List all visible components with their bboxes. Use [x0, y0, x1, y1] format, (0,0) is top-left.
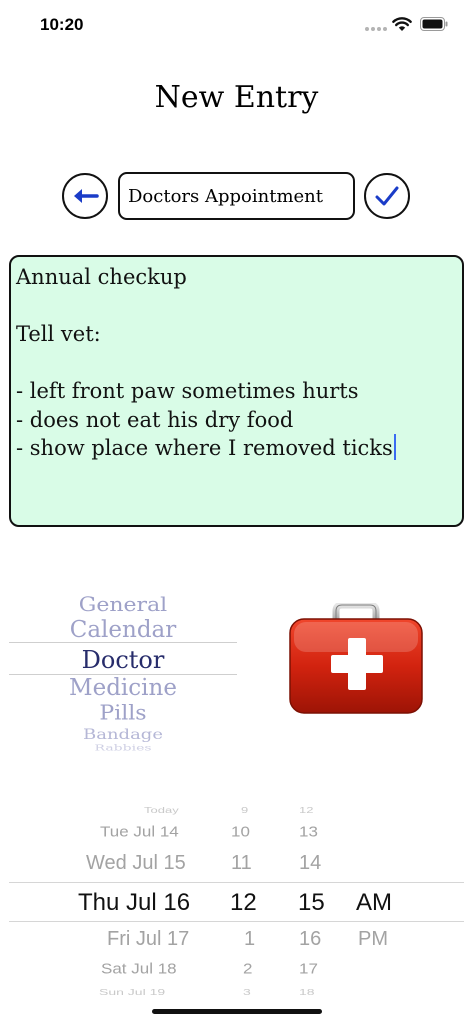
- day-option[interactable]: Today: [144, 806, 179, 815]
- day-option[interactable]: Tue Jul 14: [100, 823, 179, 840]
- cellular-signal-icon: [365, 27, 387, 31]
- category-option-general[interactable]: General: [78, 594, 168, 617]
- day-option[interactable]: Sat Jul 18: [101, 960, 177, 977]
- hour-option[interactable]: 3: [243, 987, 251, 997]
- wifi-icon: [392, 16, 412, 32]
- text-cursor: [394, 434, 396, 460]
- hour-option-selected[interactable]: 12: [230, 889, 257, 916]
- checkmark-icon: [374, 185, 400, 207]
- notes-line: Tell vet:: [16, 322, 101, 346]
- category-option-medicine[interactable]: Medicine: [69, 675, 177, 701]
- category-option-rabbies[interactable]: Rabbies: [94, 743, 152, 753]
- minute-option[interactable]: 16: [299, 928, 322, 950]
- category-option-doctor[interactable]: Doctor: [81, 646, 165, 674]
- date-time-picker[interactable]: [9, 800, 464, 1005]
- home-indicator[interactable]: [152, 1009, 322, 1014]
- minute-option[interactable]: 12: [299, 806, 314, 815]
- page-title: New Entry: [154, 80, 319, 115]
- category-option-bandage[interactable]: Bandage: [83, 726, 163, 743]
- notes-line: - show place where I removed ticks: [16, 436, 393, 460]
- notes-line: [16, 292, 457, 321]
- day-option-selected[interactable]: Thu Jul 16: [78, 889, 191, 916]
- minute-option-selected[interactable]: 15: [298, 889, 325, 916]
- arrow-left-icon: [71, 186, 99, 206]
- day-option[interactable]: Wed Jul 15: [86, 852, 186, 874]
- category-option-pills[interactable]: Pills: [99, 702, 147, 725]
- category-option-calendar[interactable]: Calendar: [69, 617, 177, 643]
- medkit-icon: [288, 603, 424, 715]
- notes-line: Annual checkup: [16, 265, 187, 289]
- period-option-selected[interactable]: AM: [356, 889, 392, 916]
- hour-option[interactable]: 10: [231, 823, 250, 840]
- entry-title-input[interactable]: Doctors Appointment: [118, 172, 355, 220]
- period-option[interactable]: PM: [358, 928, 388, 950]
- battery-icon: [420, 17, 448, 31]
- minute-option[interactable]: 13: [299, 823, 318, 840]
- minute-option[interactable]: 17: [299, 960, 318, 977]
- picker-selection-line: [9, 921, 464, 922]
- minute-option[interactable]: 14: [299, 852, 322, 874]
- hour-option[interactable]: 2: [243, 960, 253, 977]
- hour-option[interactable]: 1: [244, 928, 256, 950]
- notes-line: - left front paw sometimes hurts: [16, 379, 359, 403]
- hour-option[interactable]: 11: [231, 852, 252, 874]
- notes-line: [16, 349, 457, 378]
- status-bar: [0, 0, 473, 50]
- status-time: 10:20: [40, 15, 84, 34]
- picker-selection-line: [9, 882, 464, 883]
- hour-option[interactable]: 9: [241, 806, 249, 815]
- category-picker[interactable]: [9, 590, 237, 760]
- notes-textarea[interactable]: [9, 255, 464, 527]
- confirm-button[interactable]: [364, 173, 410, 219]
- minute-option[interactable]: 18: [299, 987, 315, 997]
- day-option[interactable]: Sun Jul 19: [99, 987, 166, 997]
- back-button[interactable]: [62, 173, 108, 219]
- notes-line: - does not eat his dry food: [16, 407, 294, 432]
- day-option[interactable]: Fri Jul 17: [107, 928, 190, 950]
